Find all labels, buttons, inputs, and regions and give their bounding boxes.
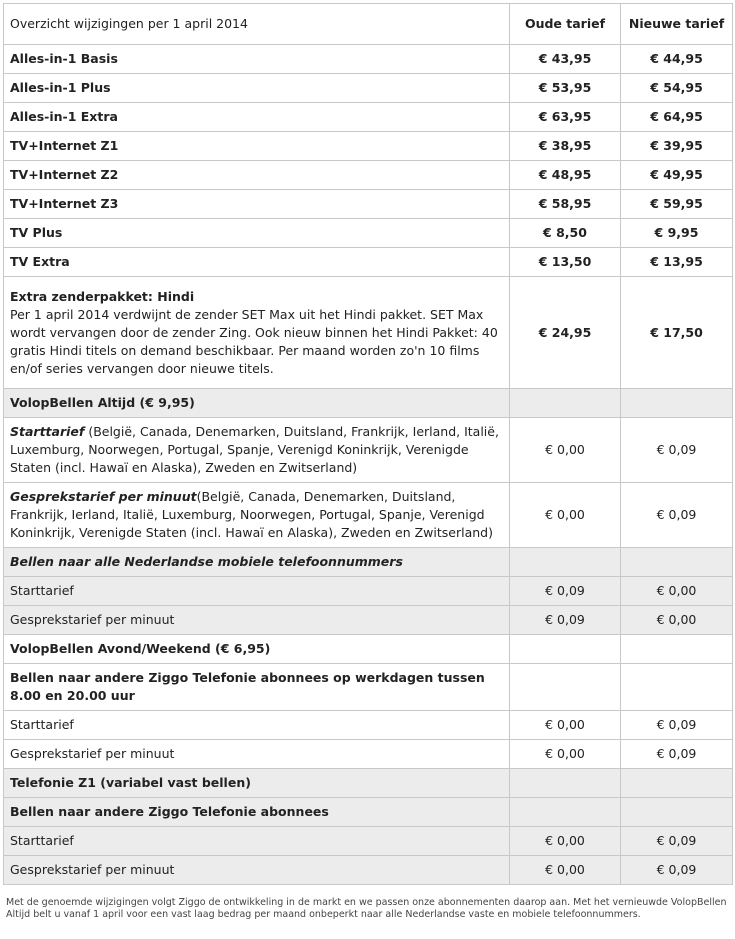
table-row: [4, 103, 733, 132]
empty-cell: [510, 548, 621, 577]
old-rate: € 0,09: [510, 577, 621, 606]
section-header-row: [4, 769, 733, 798]
new-rate: € 0,09: [621, 418, 733, 483]
empty-cell: [621, 548, 733, 577]
new-rate: € 9,95: [621, 219, 733, 248]
table-row: [4, 161, 733, 190]
old-rate: € 48,95: [510, 161, 621, 190]
rate-label: Gesprekstarief per minuut: [4, 740, 510, 769]
new-rate: € 39,95: [621, 132, 733, 161]
new-rate: € 59,95: [621, 190, 733, 219]
table-row: [4, 740, 733, 769]
start-rate-countries: (België, Canada, Denemarken, Duitsland, Frankrijk, Ierland, Italië, Luxemburg, Noorwegen, Portugal, Spanje, Verenigd Koninkrijk, Verenigde Staten (incl. Hawaï en Alaska), Zweden en Zwitserland): [10, 424, 499, 475]
package-name: Alles-in-1 Extra: [4, 103, 510, 132]
hindi-cell: [4, 277, 510, 389]
subsection-header-row: [4, 664, 733, 711]
new-rate: € 13,95: [621, 248, 733, 277]
column-header-new: Nieuwe tarief: [621, 4, 733, 45]
new-rate: € 54,95: [621, 74, 733, 103]
package-name: TV+Internet Z1: [4, 132, 510, 161]
table-row: [4, 418, 733, 483]
old-rate: € 53,95: [510, 74, 621, 103]
table-row: [4, 248, 733, 277]
new-rate: € 64,95: [621, 103, 733, 132]
section-title: VolopBellen Avond/Weekend (€ 6,95): [4, 635, 510, 664]
start-rate-label: Starttarief: [10, 424, 85, 439]
empty-cell: [621, 769, 733, 798]
section-title: VolopBellen Altijd (€ 9,95): [4, 389, 510, 418]
old-rate: € 8,50: [510, 219, 621, 248]
table-row: [4, 856, 733, 885]
subsection-title: Bellen naar andere Ziggo Telefonie abonnees: [4, 798, 510, 827]
empty-cell: [510, 798, 621, 827]
old-rate: € 24,95: [510, 277, 621, 389]
section-title: Telefonie Z1 (variabel vast bellen): [4, 769, 510, 798]
start-rate-description: [4, 418, 510, 483]
new-rate: € 0,09: [621, 483, 733, 548]
new-rate: € 0,00: [621, 606, 733, 635]
new-rate: € 0,09: [621, 711, 733, 740]
package-name: TV+Internet Z2: [4, 161, 510, 190]
new-rate: € 44,95: [621, 45, 733, 74]
old-rate: € 0,00: [510, 827, 621, 856]
old-rate: € 13,50: [510, 248, 621, 277]
table-row: [4, 132, 733, 161]
empty-cell: [621, 798, 733, 827]
call-rate-description: [4, 483, 510, 548]
old-rate: € 0,00: [510, 740, 621, 769]
package-name: TV Extra: [4, 248, 510, 277]
table-header-row: [4, 4, 733, 45]
rate-label: Starttarief: [4, 827, 510, 856]
subsection-title: Bellen naar andere Ziggo Telefonie abonnees op werkdagen tussen 8.00 en 20.00 uur: [4, 664, 510, 711]
old-rate: € 0,00: [510, 711, 621, 740]
package-name: TV+Internet Z3: [4, 190, 510, 219]
new-rate: € 17,50: [621, 277, 733, 389]
table-row: [4, 45, 733, 74]
new-rate: € 49,95: [621, 161, 733, 190]
section-header-row: [4, 635, 733, 664]
package-name: Alles-in-1 Basis: [4, 45, 510, 74]
call-rate-label: Gesprekstarief per minuut: [10, 489, 197, 504]
empty-cell: [510, 389, 621, 418]
subsection-title: Bellen naar alle Nederlandse mobiele telefoonnummers: [4, 548, 510, 577]
new-rate: € 0,09: [621, 740, 733, 769]
table-row: [4, 483, 733, 548]
empty-cell: [510, 769, 621, 798]
table-row-hindi: [4, 277, 733, 389]
old-rate: € 0,09: [510, 606, 621, 635]
empty-cell: [510, 664, 621, 711]
old-rate: € 0,00: [510, 856, 621, 885]
old-rate: € 0,00: [510, 418, 621, 483]
rate-label: Starttarief: [4, 577, 510, 606]
section-header-row: [4, 389, 733, 418]
table-row: [4, 219, 733, 248]
column-header-old: Oude tarief: [510, 4, 621, 45]
old-rate: € 38,95: [510, 132, 621, 161]
subsection-header-row: [4, 548, 733, 577]
hindi-description: Per 1 april 2014 verdwijnt de zender SET Max uit het Hindi pakket. SET Max wordt vervangen door de zender Zing. Ook nieuw binnen het Hindi Pakket: 40 gratis Hindi titels on demand beschikbaar. Per maand worden zo'n 10 films en/of series vervangen door nieuwe titels.: [10, 306, 498, 376]
subsection-header-row: [4, 798, 733, 827]
package-name: TV Plus: [4, 219, 510, 248]
package-name: Alles-in-1 Plus: [4, 74, 510, 103]
new-rate: € 0,09: [621, 827, 733, 856]
old-rate: € 58,95: [510, 190, 621, 219]
old-rate: € 63,95: [510, 103, 621, 132]
new-rate: € 0,00: [621, 577, 733, 606]
empty-cell: [510, 635, 621, 664]
table-row: [4, 577, 733, 606]
table-row: [4, 827, 733, 856]
footnote: Met de genoemde wijzigingen volgt Ziggo de ontwikkeling in de markt en we passen onze abonnementen daarop aan. Met het vernieuwde VolopBellen Altijd belt u vanaf 1 april voor een vast laag bedrag per maand onbeperkt naar alle Nederlandse vaste en mobiele telefoonnummers.: [6, 897, 727, 920]
rate-label: Gesprekstarief per minuut: [4, 606, 510, 635]
table-row: [4, 74, 733, 103]
hindi-title: Extra zenderpakket: Hindi: [10, 288, 195, 304]
rates-table: [3, 3, 733, 885]
call-rate-countries: (België, Canada, Denemarken, Duitsland, Frankrijk, Ierland, Italië, Luxemburg, Noorwegen, Portugal, Spanje, Verenigd Koninkrijk, Verenigde Staten (incl. Hawaï en Alaska), Zweden en Zwitserland): [10, 489, 493, 540]
old-rate: € 43,95: [510, 45, 621, 74]
empty-cell: [621, 635, 733, 664]
table-row: [4, 606, 733, 635]
new-rate: € 0,09: [621, 856, 733, 885]
table-title: Overzicht wijzigingen per 1 april 2014: [4, 4, 510, 45]
empty-cell: [621, 664, 733, 711]
rate-label: Gesprekstarief per minuut: [4, 856, 510, 885]
empty-cell: [621, 389, 733, 418]
table-row: [4, 711, 733, 740]
table-row: [4, 190, 733, 219]
old-rate: € 0,00: [510, 483, 621, 548]
rate-label: Starttarief: [4, 711, 510, 740]
